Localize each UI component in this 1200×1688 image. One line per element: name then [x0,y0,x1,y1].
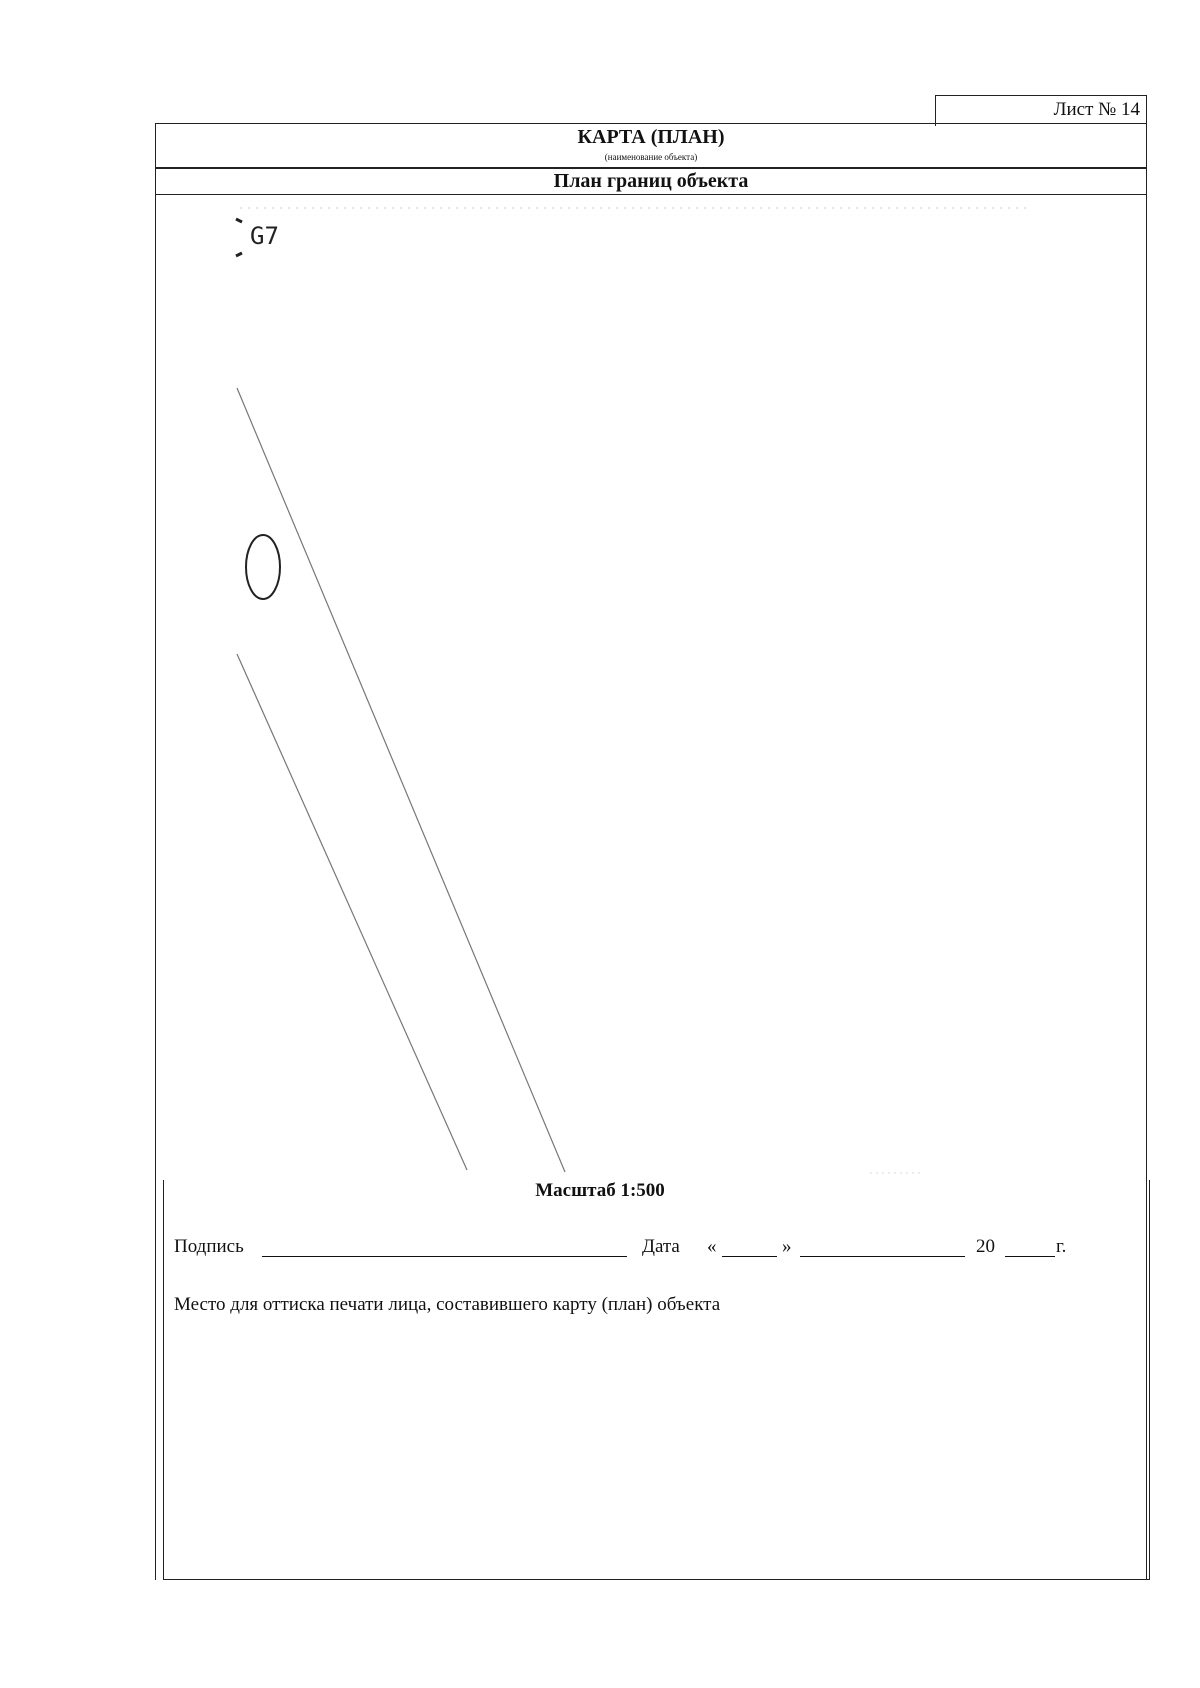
date-label: Дата [642,1236,680,1257]
day-line [722,1256,777,1257]
signature-line [262,1256,627,1257]
year-prefix: 20 [976,1236,995,1257]
map-caption: (наименование объекта) [604,152,698,162]
quote-close: » [782,1236,792,1257]
signature-label: Подпись [174,1236,244,1257]
sheet-number: Лист № 14 [1053,99,1140,120]
stamp-place-note: Место для оттиска печати лица, составившего карту (план) объекта [174,1294,721,1315]
zero-mark [246,535,280,599]
year-line [1005,1256,1055,1257]
boundary-line-2 [237,654,467,1170]
point-marker-top [236,219,242,222]
month-line [800,1256,965,1257]
point-marker-bottom [236,253,242,256]
quote-open: « [707,1236,717,1257]
plan-title: План границ объекта [553,170,749,192]
boundary-line-1 [237,388,565,1172]
point-label-g7: G7 [250,222,279,250]
year-suffix: г. [1056,1236,1067,1257]
map-title: КАРТА (ПЛАН) [577,126,725,148]
scale-label: Масштаб 1:500 [535,1180,665,1201]
